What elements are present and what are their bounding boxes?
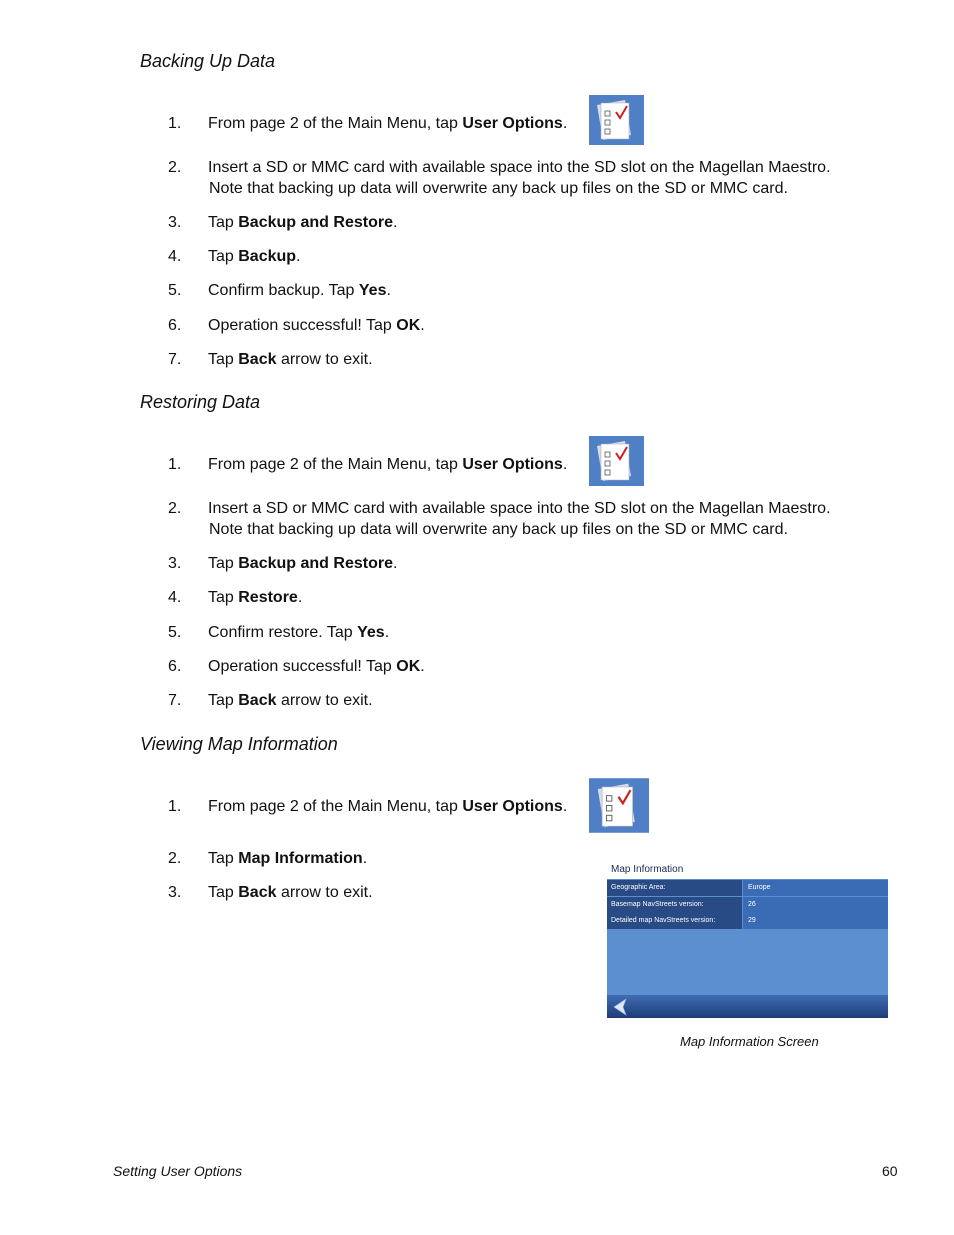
section-heading-restoring: Restoring Data <box>140 392 261 412</box>
step-number: 4. <box>168 589 182 606</box>
info-label: Geographic Area: <box>607 880 742 896</box>
step-text: Insert a SD or MMC card with available space into the SD slot on the Magellan Maestro. Note that backing up data will overwrite any back up files on the SD or MMC card. <box>208 500 831 538</box>
step-text: Tap Restore. <box>208 589 303 606</box>
step-text: Insert a SD or MMC card with available space into the SD slot on the Magellan Maestro. Note that backing up data will overwrite any back up files on the SD or MMC card. <box>208 159 831 197</box>
section-heading-map-info: Viewing Map Information <box>140 734 338 754</box>
info-value: 29 <box>743 913 888 929</box>
step-number: 7. <box>168 692 182 709</box>
step-text: Tap Back arrow to exit. <box>208 884 373 901</box>
step-number: 1. <box>168 456 182 473</box>
step-number: 5. <box>168 282 182 299</box>
step-text: Tap Backup and Restore. <box>208 555 398 572</box>
step-number: 1. <box>168 115 182 132</box>
info-label: Detailed map NavStreets version: <box>607 913 742 929</box>
footer-section-title: Setting User Options <box>113 1163 243 1179</box>
page-number: 60 <box>882 1163 898 1179</box>
info-row <box>607 897 888 913</box>
info-row <box>607 880 888 896</box>
step-text: Tap Back arrow to exit. <box>208 692 373 709</box>
step-number: 3. <box>168 214 182 231</box>
step-text: From page 2 of the Main Menu, tap User Options. <box>208 115 568 132</box>
step <box>168 498 888 542</box>
info-label: Basemap NavStreets version: <box>607 897 742 913</box>
step-text: Confirm backup. Tap Yes. <box>208 282 391 299</box>
step-number: 5. <box>168 624 182 641</box>
info-row <box>607 913 888 929</box>
step-number: 4. <box>168 248 182 265</box>
step-number: 6. <box>168 658 182 675</box>
step-text: Tap Backup and Restore. <box>208 214 398 231</box>
user-options-icon <box>589 778 649 833</box>
step-number: 6. <box>168 317 182 334</box>
figure-caption: Map Information Screen <box>680 1034 819 1049</box>
info-value: Europe <box>743 880 888 896</box>
info-value: 26 <box>743 897 888 913</box>
step-number: 1. <box>168 798 182 815</box>
step-number: 2. <box>168 850 182 867</box>
screen-title: Map Information <box>607 860 888 879</box>
step-text: Tap Map Information. <box>208 850 368 867</box>
step-number: 2. <box>168 159 182 176</box>
step <box>168 157 888 201</box>
section-heading-backing-up: Backing Up Data <box>140 51 276 71</box>
step-text: From page 2 of the Main Menu, tap User Options. <box>208 798 568 815</box>
step-text: Operation successful! Tap OK. <box>208 658 425 675</box>
screen-bottom-bar <box>607 995 888 1018</box>
user-options-icon <box>589 95 644 145</box>
back-arrow-icon[interactable] <box>612 998 628 1016</box>
user-options-icon <box>589 436 644 486</box>
step-text: Operation successful! Tap OK. <box>208 317 425 334</box>
step-text: Confirm restore. Tap Yes. <box>208 624 390 641</box>
step-number: 3. <box>168 555 182 572</box>
step-text: Tap Backup. <box>208 248 301 265</box>
map-information-screen <box>607 860 888 1018</box>
step-number: 2. <box>168 500 182 517</box>
step-number: 3. <box>168 884 182 901</box>
step-text: From page 2 of the Main Menu, tap User Options. <box>208 456 568 473</box>
step-text: Tap Back arrow to exit. <box>208 351 373 368</box>
step-number: 7. <box>168 351 182 368</box>
